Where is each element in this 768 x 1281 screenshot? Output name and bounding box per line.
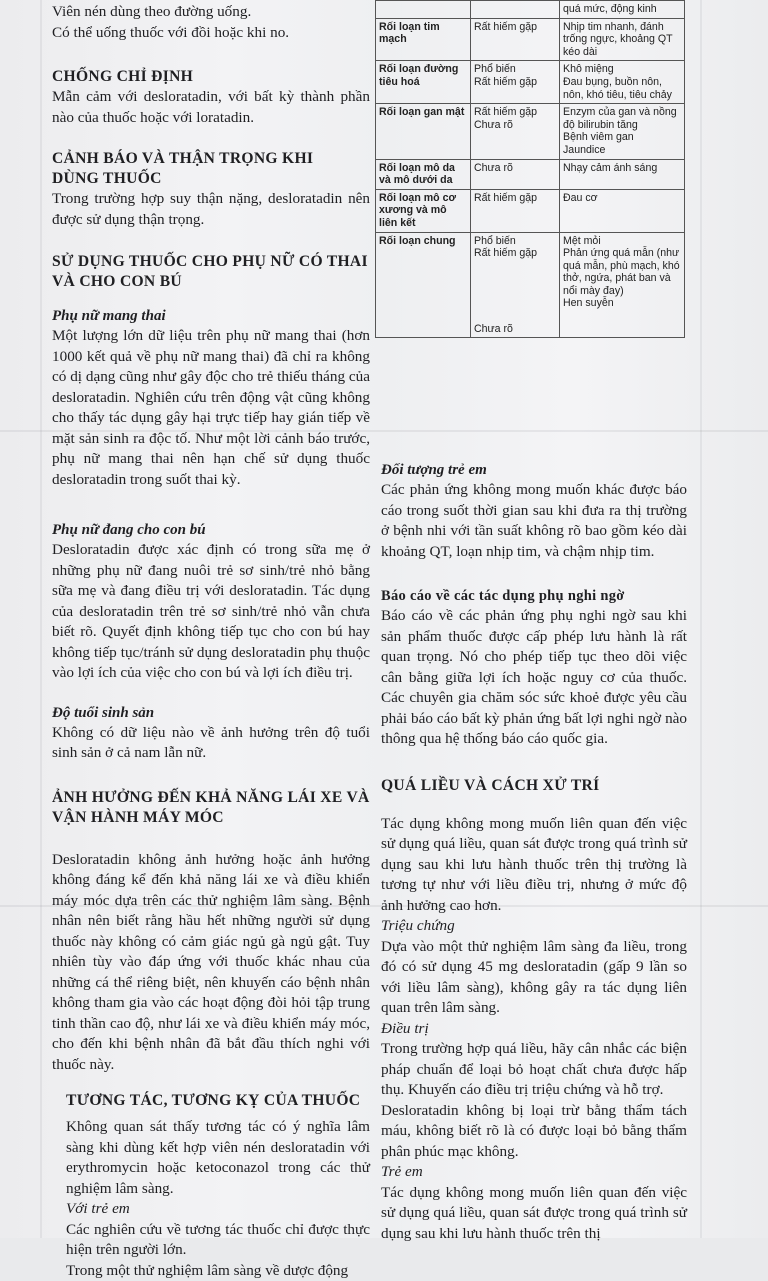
intro-line: Viên nén dùng theo đường uống. xyxy=(52,2,370,23)
effect-cell: Đau cơ xyxy=(560,189,685,232)
children-overdose-heading: Trẻ em xyxy=(381,1162,687,1183)
effect-cell: quá mức, động kinh xyxy=(560,1,685,19)
dialysis-text: Desloratadin không bị loại trừ bằng thẩm tách máu, không biết rõ là có được loại bỏ bằng thẩm phân phúc mạc không. xyxy=(381,1101,687,1163)
overdose-title: QUÁ LIỀU VÀ CÁCH XỬ TRÍ xyxy=(381,776,687,796)
frequency-cell xyxy=(471,1,560,19)
warnings-text: Trong trường hợp suy thận nặng, desloratadin nên được sử dụng thận trọng. xyxy=(52,189,370,230)
effect-cell: Nhạy cảm ánh sáng xyxy=(560,159,685,189)
pregnant-text: Một lượng lớn dữ liệu trên phụ nữ mang thai (hơn 1000 kết quả về phụ nữ mang thai) đã chỉ ra không có dị dạng cũng như gây độc cho trẻ thiếu tháng của desloratadin. Nghiên cứu trên động vật cũng không cho thấy tác dụng gây hại trực tiếp hay gián tiếp về mặt sản sinh ra độc tố. Như một lời cảnh báo trước, phụ nữ mang thai nên hạn chế sử dụng thuốc desloratadin trong suốt thai kỳ. xyxy=(52,326,370,490)
intro-line: Có thể uống thuốc với đồi hoặc khi no. xyxy=(52,23,370,44)
warnings-title: CẢNH BÁO VÀ THẬN TRỌNG KHI DÙNG THUỐC xyxy=(52,149,362,189)
pediatric-text: Các phản ứng không mong muốn khác được báo cáo trong suốt thời gian sau khi đưa ra thị trường ở bệnh nhi với tần suất không rõ bao gồm kéo dài khoảng QT, loạn nhịp tim, và chậm nhịp tim. xyxy=(381,480,687,562)
organ-class-cell: Rối loạn tim mạch xyxy=(376,18,471,61)
paper-fold xyxy=(700,0,702,1238)
adverse-reactions-table xyxy=(375,0,685,338)
symptoms-heading: Triệu chứng xyxy=(381,916,687,937)
organ-class-cell xyxy=(376,1,471,19)
treatment-text: Trong trường hợp quá liều, hãy cân nhắc các biện pháp chuẩn để loại bỏ hoạt chất chưa được hấp thụ. Khuyến cáo điều trị triệu chứng và hỗ trợ. xyxy=(381,1039,687,1101)
contraindications-text: Mẫn cảm với desloratadin, với bất kỳ thành phần nào của thuốc hoặc với loratadin. xyxy=(52,87,370,128)
left-column xyxy=(52,2,370,1281)
organ-class-cell: Rối loạn gan mật xyxy=(376,104,471,159)
overdose-text: Tác dụng không mong muốn liên quan đến việc sử dụng quá liều, quan sát được trong quá trình sử dụng sau khi lưu hành thuốc trên thị trường là tương tự như với liều điều trị, nhưng ở mức độ ảnh hưởng cao hơn. xyxy=(381,814,687,917)
frequency-cell: Phổ biến Rất hiếm gặp xyxy=(471,61,560,104)
paper-fold xyxy=(40,0,42,1238)
frequency-cell: Rất hiếm gặp xyxy=(471,18,560,61)
frequency-cell: Rất hiếm gặp xyxy=(471,189,560,232)
treatment-heading: Điều trị xyxy=(381,1019,687,1040)
table-row xyxy=(376,61,685,104)
organ-class-cell: Rối loạn chung xyxy=(376,232,471,338)
table-row xyxy=(376,159,685,189)
children-interaction-heading: Với trẻ em xyxy=(52,1199,370,1220)
fertility-heading: Độ tuổi sinh sản xyxy=(52,703,370,723)
nursing-heading: Phụ nữ đang cho con bú xyxy=(52,520,370,540)
symptoms-text: Dựa vào một thử nghiệm lâm sàng đa liều, trong đó có sử dụng 45 mg desloratadin (gấp 9 lần so với liều lâm sàng), không gây ra tác dụng liên quan trên lâm sàng. xyxy=(381,937,687,1019)
table-row xyxy=(376,104,685,159)
children-overdose-text: Tác dụng không mong muốn liên quan đến việc sử dụng quá liều, quan sát được trong quá trình sử dụng sau khi lưu hành thuốc trên thị xyxy=(381,1183,687,1245)
table-row xyxy=(376,1,685,19)
frequency-cell: Rất hiếm gặp Chưa rõ xyxy=(471,104,560,159)
organ-class-cell: Rối loạn mô da và mô dưới da xyxy=(376,159,471,189)
effect-cell: Nhịp tim nhanh, đánh trống ngực, khoảng QT kéo dài xyxy=(560,18,685,61)
driving-text: Desloratadin không ảnh hưởng hoặc ảnh hưởng không đáng kể đến khả năng lái xe và điều khiển máy móc dựa trên các thử nghiệm lâm sàng. Bệnh nhân nên biết rằng hầu hết những người sử dụng thuốc này không có cảm giác ngủ gà ngủ gật. Tuy nhiên tùy vào đáp ứng với thuốc khác nhau của những cá thể riêng biệt, nên khuyến cáo bệnh nhân không tham gia vào các hoạt động đòi hỏi tập trung tinh thần cao độ, như lái xe và điều khiển máy móc, cho đến khi bệnh nhân đã bắt đầu thích nghi với thuốc này. xyxy=(52,850,370,1076)
effect-cell: Mệt mỏi Phản ứng quá mẫn (như quá mẫn, phù mạch, khó thở, ngứa, phát ban và nổi mày đay) Hen suyễn xyxy=(560,232,685,338)
contraindications-title: CHỐNG CHỈ ĐỊNH xyxy=(52,67,370,87)
reporting-heading: Báo cáo về các tác dụng phụ nghi ngờ xyxy=(381,586,687,606)
pregnant-heading: Phụ nữ mang thai xyxy=(52,306,370,326)
table-row xyxy=(376,189,685,232)
nursing-text: Desloratadin được xác định có trong sữa mẹ ở những phụ nữ đang nuôi trẻ sơ sinh/trẻ nhỏ bằng sữa mẹ và đang điều trị với desloratadin. Tác dụng của desloratadin trên trẻ sơ sinh/trẻ nhỏ vẫn chưa biết rõ. Quyết định không tiếp tục cho con bú hay không tiếp tục/tránh sử dụng desloratadin phụ thuộc vào lợi ích của việc cho con bú và lợi ích điều trị. xyxy=(52,540,370,684)
effect-cell: Enzym của gan và nồng độ bilirubin tăng Bệnh viêm gan Jaundice xyxy=(560,104,685,159)
interactions-text: Không quan sát thấy tương tác có ý nghĩa lâm sàng khi dùng kết hợp viên nén desloratadin với erythromycin hoặc ketoconazol trong các thử nghiệm lâm sàng. xyxy=(52,1117,370,1199)
frequency-cell: Phổ biến Rất hiếm gặp Chưa rõ xyxy=(471,232,560,338)
children-interaction-text: Các nghiên cứu về tương tác thuốc chỉ được thực hiện trên người lớn. xyxy=(52,1220,370,1261)
organ-class-cell: Rối loạn đường tiêu hoá xyxy=(376,61,471,104)
pregnancy-title: SỬ DỤNG THUỐC CHO PHỤ NỮ CÓ THAI VÀ CHO CON BÚ xyxy=(52,252,370,292)
interactions-last-line: Trong một thử nghiệm lâm sàng về dược động xyxy=(52,1261,370,1281)
table-row xyxy=(376,18,685,61)
driving-title: ẢNH HƯỞNG ĐẾN KHẢ NĂNG LÁI XE VÀ VẬN HÀNH MÁY MÓC xyxy=(52,788,370,828)
pediatric-heading: Đối tượng trẻ em xyxy=(381,460,687,480)
reporting-text: Báo cáo về các phản ứng phụ nghi ngờ sau khi sản phẩm thuốc được cấp phép lưu hành là rất quan trọng. Nó cho phép tiếp tục theo dõi việc cân bằng giữa lợi ích hoặc nguy cơ của thuốc. Các chuyên gia chăm sóc sức khoẻ được yêu cầu phải báo cáo bất kỳ phản ứng bất lợi nghi ngờ nào thông qua hệ thống báo cáo quốc gia. xyxy=(381,606,687,750)
frequency-cell: Chưa rõ xyxy=(471,159,560,189)
effect-cell: Khô miệng Đau bụng, buồn nôn, nôn, khó tiêu, tiêu chảy xyxy=(560,61,685,104)
organ-class-cell: Rối loạn mô cơ xương và mô liên kết xyxy=(376,189,471,232)
interactions-title: TƯƠNG TÁC, TƯƠNG KỴ CỦA THUỐC xyxy=(52,1091,370,1111)
right-column xyxy=(381,460,687,1244)
fertility-text: Không có dữ liệu nào về ảnh hưởng trên độ tuổi sinh sản ở cả nam lẫn nữ. xyxy=(52,723,370,764)
table-row xyxy=(376,232,685,338)
